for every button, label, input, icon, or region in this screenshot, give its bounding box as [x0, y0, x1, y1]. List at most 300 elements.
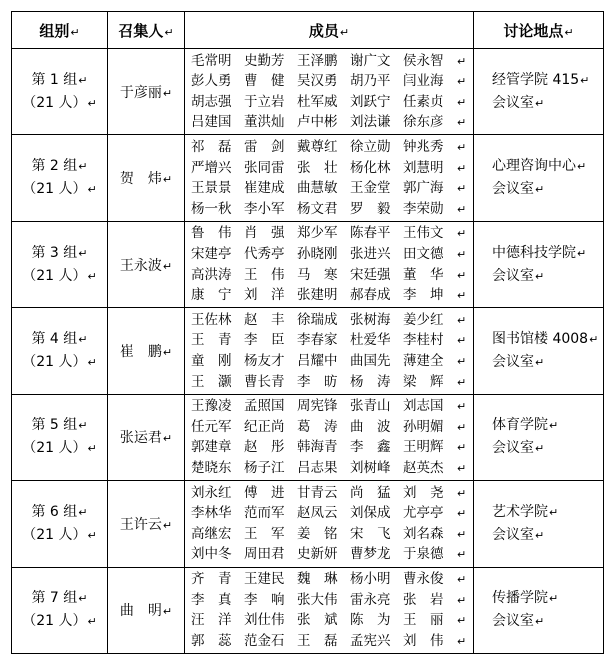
member-name: 杜爱华: [350, 332, 391, 349]
members-cell: [185, 394, 474, 480]
place-building: 心理咨询中心: [492, 158, 576, 175]
member-name: 于立岩: [244, 93, 285, 110]
member-name: 吕建国: [191, 114, 232, 131]
header-place: 讨论地点↵: [474, 12, 604, 49]
paragraph-mark: ↵: [457, 75, 467, 89]
paragraph-mark: ↵: [457, 548, 467, 562]
paragraph-mark: ↵: [78, 592, 88, 606]
paragraph-mark: ↵: [457, 461, 467, 475]
member-name: 王佐林: [191, 311, 232, 328]
member-line: [191, 137, 469, 158]
member-name: 曹梦龙: [350, 546, 391, 563]
member-line: [191, 178, 469, 199]
member-name: 田文德: [403, 245, 444, 262]
member-name: 李 鑫: [350, 439, 391, 456]
paragraph-mark: ↵: [549, 592, 559, 606]
place-building: 传播学院: [492, 590, 548, 607]
paragraph-mark: ↵: [457, 313, 467, 327]
member-line: [191, 310, 469, 331]
member-name: 罗 毅: [350, 200, 391, 217]
member-name: 李林华: [191, 505, 232, 522]
group-cell: [12, 481, 108, 567]
member-name: 张 斌: [297, 612, 338, 629]
paragraph-mark: ↵: [589, 332, 599, 346]
member-name: 刘永红: [191, 484, 232, 501]
member-name: 张进兴: [350, 245, 391, 262]
paragraph-mark: ↵: [535, 615, 545, 629]
member-name: 曲国先: [350, 352, 391, 369]
member-line: [191, 351, 469, 372]
member-name: 李桂村: [403, 332, 444, 349]
member-line: [191, 569, 469, 590]
member-name: 杜军威: [297, 93, 338, 110]
place-cell: [474, 221, 604, 307]
member-name: 童 刚: [191, 352, 232, 369]
member-line: [191, 92, 469, 113]
member-name: 李 坤: [403, 287, 444, 304]
member-line: [191, 610, 469, 631]
member-name: 吕志果: [297, 459, 338, 476]
member-name: 陈 为: [350, 612, 391, 629]
convener-name: 王永波: [119, 257, 162, 274]
paragraph-mark: ↵: [577, 246, 587, 260]
member-name: 刘仕伟: [244, 612, 285, 629]
place-room: 会议室: [492, 181, 534, 198]
place-room: 会议室: [492, 94, 534, 111]
member-name: 魏 琳: [297, 571, 338, 588]
paragraph-mark: ↵: [577, 160, 587, 174]
member-name: 郭 蕊: [191, 632, 232, 649]
paragraph-mark: ↵: [162, 86, 173, 100]
member-name: 楚晓东: [191, 459, 232, 476]
member-line: [191, 483, 469, 504]
member-name: 谢广文: [350, 52, 391, 69]
member-name: 曹 健: [244, 73, 285, 90]
convener-name: 崔 鹏: [119, 343, 162, 360]
member-name: 宋建亭: [191, 245, 232, 262]
member-name: 刘中冬: [191, 546, 232, 563]
paragraph-mark: ↵: [457, 593, 467, 607]
member-name: 张建明: [297, 287, 338, 304]
paragraph-mark: ↵: [457, 441, 467, 455]
member-name: 鲁 伟: [191, 225, 232, 242]
member-name: 曹永俊: [403, 571, 444, 588]
member-line: [191, 590, 469, 611]
group-label: 第 6 组: [31, 503, 78, 520]
paragraph-mark: ↵: [457, 375, 467, 389]
table-row: [12, 49, 604, 135]
member-name: 王金堂: [350, 180, 391, 197]
member-name: 李春家: [297, 332, 338, 349]
member-name: 戴尊红: [297, 138, 338, 155]
convener-name: 于彦丽: [119, 84, 162, 101]
member-name: 王 军: [244, 525, 285, 542]
members-cell: [185, 49, 474, 135]
member-line: [191, 524, 469, 545]
group-cell: [12, 135, 108, 221]
member-line: [191, 265, 469, 286]
group-count: （21 人）: [22, 613, 87, 630]
member-name: 刘保成: [350, 505, 391, 522]
member-name: 任素贞: [403, 93, 444, 110]
member-name: 王 灏: [191, 373, 232, 390]
member-name: 王 丽: [403, 612, 444, 629]
place-room: 会议室: [492, 353, 534, 370]
member-name: 王景景: [191, 180, 232, 197]
member-name: 郭建章: [191, 439, 232, 456]
member-line: [191, 244, 469, 265]
group-count: （21 人）: [22, 267, 87, 284]
member-name: 赵英杰: [403, 459, 444, 476]
header-row: [12, 12, 604, 49]
member-name: 张树海: [350, 311, 391, 328]
group-count: （21 人）: [22, 94, 87, 111]
convener-cell: [108, 221, 185, 307]
paragraph-mark: ↵: [457, 634, 467, 648]
paragraph-mark: ↵: [457, 354, 467, 368]
member-name: 王建民: [244, 571, 285, 588]
member-name: 汪 洋: [191, 612, 232, 629]
table-row: [12, 221, 604, 307]
place-cell: [474, 567, 604, 653]
paragraph-mark: ↵: [457, 289, 467, 303]
group-label: 第 1 组: [31, 71, 78, 88]
paragraph-mark: ↵: [457, 507, 467, 521]
member-name: 侯永智: [403, 52, 444, 69]
member-name: 董洪灿: [244, 114, 285, 131]
paragraph-mark: ↵: [78, 160, 88, 174]
member-name: 尚 猛: [350, 484, 391, 501]
paragraph-mark: ↵: [457, 400, 467, 414]
place-room: 会议室: [492, 267, 534, 284]
member-name: 张大伟: [297, 591, 338, 608]
paragraph-mark: ↵: [162, 173, 173, 187]
place-building: 中德科技学院: [492, 244, 576, 261]
member-name: 代秀亭: [244, 245, 285, 262]
member-name: 刘法谦: [350, 114, 391, 131]
member-name: 赵凤云: [297, 505, 338, 522]
group-label: 第 4 组: [31, 330, 78, 347]
member-line: [191, 223, 469, 244]
paragraph-mark: ↵: [78, 246, 88, 260]
member-name: 曹长青: [244, 373, 285, 390]
member-name: 刘慧明: [403, 159, 444, 176]
member-name: 吕耀中: [297, 352, 338, 369]
member-name: 于泉德: [403, 546, 444, 563]
paragraph-mark: ↵: [535, 442, 545, 456]
member-name: 崔建成: [244, 180, 285, 197]
member-line: [191, 158, 469, 179]
convener-cell: [108, 567, 185, 653]
member-name: 董 华: [403, 266, 444, 283]
paragraph-mark: ↵: [87, 355, 97, 369]
member-name: 卢中彬: [297, 114, 338, 131]
member-name: 周宪锋: [297, 398, 338, 415]
table-row: [12, 567, 604, 653]
member-name: 薄建全: [403, 352, 444, 369]
paragraph-mark: ↵: [457, 268, 467, 282]
member-line: [191, 458, 469, 479]
member-name: 雷永亮: [350, 591, 391, 608]
member-name: 李荣勋: [403, 200, 444, 217]
member-name: 严增兴: [191, 159, 232, 176]
place-cell: [474, 135, 604, 221]
member-name: 毛常明: [191, 52, 232, 69]
convener-name: 贺 炜: [119, 171, 162, 188]
member-name: 徐瑞成: [297, 311, 338, 328]
paragraph-mark: ↵: [535, 355, 545, 369]
paragraph-mark: ↵: [457, 247, 467, 261]
paragraph-mark: ↵: [535, 269, 545, 283]
header-members: 成员↵: [185, 12, 474, 49]
paragraph-mark: ↵: [457, 202, 467, 216]
member-name: 李 臣: [244, 332, 285, 349]
member-name: 杨化林: [350, 159, 391, 176]
member-name: 祁 磊: [191, 138, 232, 155]
convener-name: 王许云: [119, 516, 162, 533]
group-cell: [12, 308, 108, 394]
member-name: 闫业海: [403, 73, 444, 90]
member-name: 李 昉: [297, 373, 338, 390]
paragraph-mark: ↵: [580, 73, 590, 87]
group-count: （21 人）: [22, 353, 87, 370]
member-name: 李小军: [244, 200, 285, 217]
paragraph-mark: ↵: [87, 615, 97, 629]
convener-cell: [108, 49, 185, 135]
member-line: [191, 396, 469, 417]
member-name: 张 壮: [297, 159, 338, 176]
member-name: 孟宪兴: [350, 632, 391, 649]
paragraph-mark: ↵: [162, 432, 173, 446]
paragraph-mark: ↵: [87, 96, 97, 110]
group-label: 第 7 组: [31, 590, 78, 607]
paragraph-mark: ↵: [457, 161, 467, 175]
member-name: 郑少军: [297, 225, 338, 242]
paragraph-mark: ↵: [457, 486, 467, 500]
place-building: 艺术学院: [492, 503, 548, 520]
table-row: [12, 481, 604, 567]
member-name: 王 磊: [297, 632, 338, 649]
member-name: 康 宁: [191, 287, 232, 304]
member-name: 孙晓刚: [297, 245, 338, 262]
members-cell: [185, 308, 474, 394]
member-name: 徐立勋: [350, 138, 391, 155]
convener-cell: [108, 481, 185, 567]
header-convener: 召集人↵: [108, 12, 185, 49]
group-label: 第 3 组: [31, 244, 78, 261]
convener-cell: [108, 135, 185, 221]
members-cell: [185, 221, 474, 307]
member-name: 纪正尚: [244, 418, 285, 435]
member-name: 王 青: [191, 332, 232, 349]
place-cell: [474, 49, 604, 135]
paragraph-mark: ↵: [457, 334, 467, 348]
member-name: 刘 尧: [403, 484, 444, 501]
table-row: [12, 135, 604, 221]
member-name: 赵 彤: [244, 439, 285, 456]
member-name: 刘树峰: [350, 459, 391, 476]
member-name: 杨文君: [297, 200, 338, 217]
table-row: [12, 308, 604, 394]
group-cell: [12, 394, 108, 480]
group-cell: [12, 49, 108, 135]
member-name: 郝春成: [350, 287, 391, 304]
group-count: （21 人）: [22, 440, 87, 457]
group-count: （21 人）: [22, 181, 87, 198]
place-room: 会议室: [492, 440, 534, 457]
member-name: 王豫凌: [191, 398, 232, 415]
member-name: 任元军: [191, 418, 232, 435]
member-name: 刘名森: [403, 525, 444, 542]
member-name: 雷 剑: [244, 138, 285, 155]
member-line: [191, 199, 469, 220]
member-name: 郭广海: [403, 180, 444, 197]
member-name: 梁 辉: [403, 373, 444, 390]
member-name: 范而军: [244, 505, 285, 522]
place-cell: [474, 394, 604, 480]
member-name: 王明辉: [403, 439, 444, 456]
member-name: 范金石: [244, 632, 285, 649]
member-name: 王 伟: [244, 266, 285, 283]
paragraph-mark: ↵: [87, 183, 97, 197]
member-name: 尤亭亭: [403, 505, 444, 522]
member-line: [191, 544, 469, 565]
paragraph-mark: ↵: [457, 95, 467, 109]
member-name: 杨 涛: [350, 373, 391, 390]
member-name: 高继宏: [191, 525, 232, 542]
paragraph-mark: ↵: [87, 269, 97, 283]
member-name: 李 真: [191, 591, 232, 608]
paragraph-mark: ↵: [457, 54, 467, 68]
member-name: 宋 飞: [350, 525, 391, 542]
member-line: [191, 330, 469, 351]
member-name: 肖 强: [244, 225, 285, 242]
member-name: 刘 洋: [244, 287, 285, 304]
member-line: [191, 631, 469, 652]
member-name: 甘青云: [297, 484, 338, 501]
group-table: [11, 11, 604, 654]
member-name: 周田君: [244, 546, 285, 563]
member-name: 曲慧敏: [297, 180, 338, 197]
member-name: 陈春平: [350, 225, 391, 242]
member-name: 孟照国: [244, 398, 285, 415]
member-name: 吴汉勇: [297, 73, 338, 90]
group-cell: [12, 567, 108, 653]
member-name: 刘志国: [403, 398, 444, 415]
paragraph-mark: ↵: [549, 419, 559, 433]
member-name: 高洪涛: [191, 266, 232, 283]
member-name: 葛 涛: [297, 418, 338, 435]
group-cell: [12, 221, 108, 307]
paragraph-mark: ↵: [457, 573, 467, 587]
member-name: 刘 伟: [403, 632, 444, 649]
paragraph-mark: ↵: [457, 182, 467, 196]
member-name: 马 寒: [297, 266, 338, 283]
member-name: 曲 波: [350, 418, 391, 435]
group-label: 第 2 组: [31, 158, 78, 175]
member-name: 杨子江: [244, 459, 285, 476]
place-building: 图书馆楼 4008: [492, 330, 589, 347]
paragraph-mark: ↵: [78, 332, 88, 346]
member-line: [191, 372, 469, 393]
member-name: 李 响: [244, 591, 285, 608]
convener-cell: [108, 394, 185, 480]
member-name: 姜少红: [403, 311, 444, 328]
paragraph-mark: ↵: [162, 518, 173, 532]
member-name: 宋廷强: [350, 266, 391, 283]
place-room: 会议室: [492, 526, 534, 543]
member-name: 张青山: [350, 398, 391, 415]
member-name: 胡乃平: [350, 73, 391, 90]
member-name: 胡志强: [191, 93, 232, 110]
paragraph-mark: ↵: [457, 227, 467, 241]
member-name: 杨小明: [350, 571, 391, 588]
convener-name: 张运君: [119, 430, 162, 447]
paragraph-mark: ↵: [457, 116, 467, 130]
members-cell: [185, 135, 474, 221]
place-cell: [474, 481, 604, 567]
member-line: [191, 285, 469, 306]
paragraph-mark: ↵: [457, 614, 467, 628]
paragraph-mark: ↵: [78, 419, 88, 433]
paragraph-mark: ↵: [535, 96, 545, 110]
member-name: 傅 进: [244, 484, 285, 501]
paragraph-mark: ↵: [162, 345, 173, 359]
member-name: 齐 青: [191, 571, 232, 588]
paragraph-mark: ↵: [457, 420, 467, 434]
paragraph-mark: ↵: [535, 183, 545, 197]
member-name: 刘跃宁: [350, 93, 391, 110]
members-cell: [185, 481, 474, 567]
group-count: （21 人）: [22, 526, 87, 543]
member-line: [191, 51, 469, 72]
member-name: 杨友才: [244, 352, 285, 369]
convener-cell: [108, 308, 185, 394]
place-building: 体育学院: [492, 417, 548, 434]
member-name: 姜 铭: [297, 525, 338, 542]
paragraph-mark: ↵: [162, 605, 173, 619]
member-name: 徐东彦: [403, 114, 444, 131]
paragraph-mark: ↵: [87, 528, 97, 542]
member-name: 杨一秋: [191, 200, 232, 217]
convener-name: 曲 明: [119, 603, 162, 620]
paragraph-mark: ↵: [549, 505, 559, 519]
member-line: [191, 503, 469, 524]
member-line: [191, 112, 469, 133]
member-name: 韩海青: [297, 439, 338, 456]
members-cell: [185, 567, 474, 653]
paragraph-mark: ↵: [457, 527, 467, 541]
table-body: [12, 49, 604, 654]
place-cell: [474, 308, 604, 394]
paragraph-mark: ↵: [535, 528, 545, 542]
member-name: 王伟文: [403, 225, 444, 242]
member-name: 史新妍: [297, 546, 338, 563]
member-name: 孙明媚: [403, 418, 444, 435]
member-line: [191, 71, 469, 92]
member-name: 彭人勇: [191, 73, 232, 90]
paragraph-mark: ↵: [78, 505, 88, 519]
member-name: 王泽鹏: [297, 52, 338, 69]
member-name: 钟兆秀: [403, 138, 444, 155]
member-name: 史勤芳: [244, 52, 285, 69]
paragraph-mark: ↵: [457, 140, 467, 154]
member-line: [191, 417, 469, 438]
place-room: 会议室: [492, 613, 534, 630]
table-row: [12, 394, 604, 480]
paragraph-mark: ↵: [87, 442, 97, 456]
member-name: 张 岩: [403, 591, 444, 608]
